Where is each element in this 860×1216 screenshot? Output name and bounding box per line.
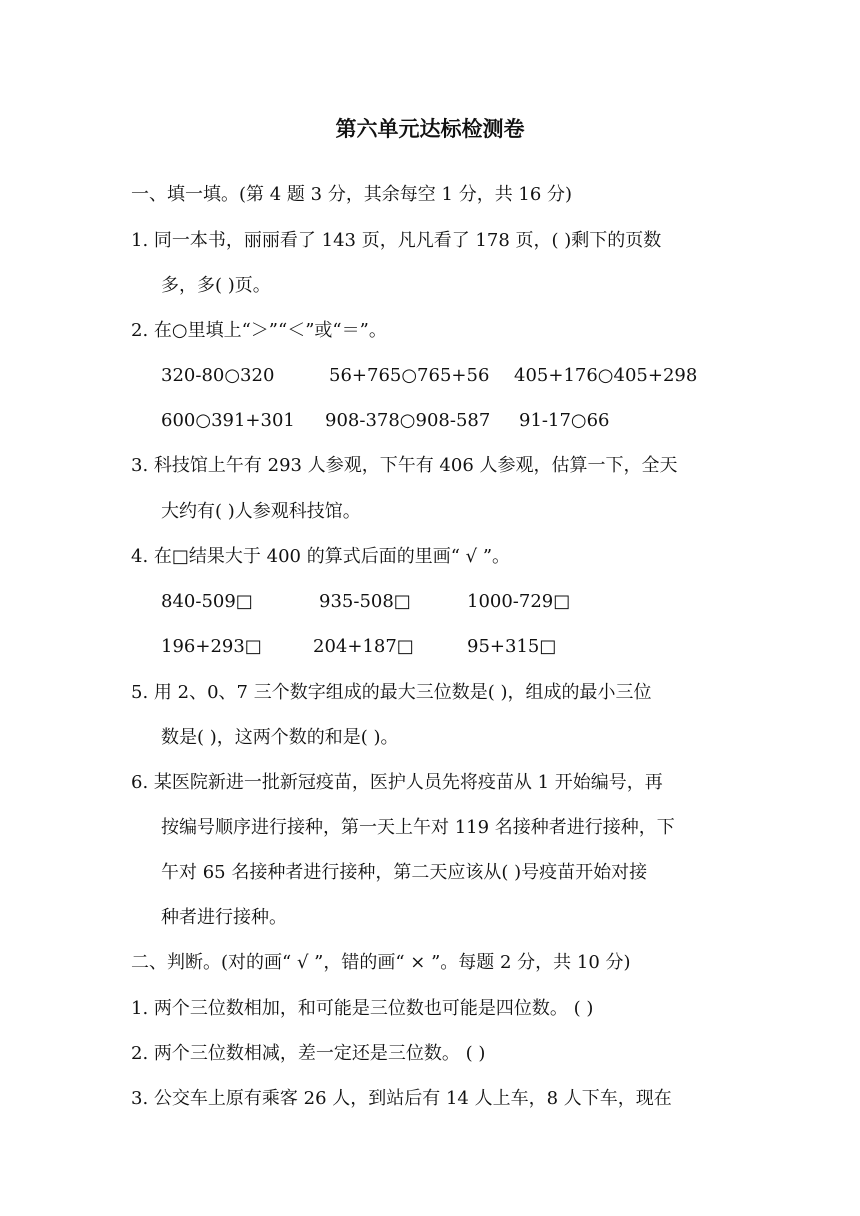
q2-line1: 2. 在○里填上“＞”“＜”或“＝”。 [131,320,387,341]
q6-line1: 6. 某医院新进一批新冠疫苗，医护人员先将疫苗从 1 开始编号，再 [131,772,663,793]
judge-q3: 3. 公交车上原有乘客 26 人，到站后有 14 人上车，8 人下车，现在 [131,1088,672,1109]
section1-heading: 一、填一填。(第 4 题 3 分，其余每空 1 分，共 16 分) [131,184,573,205]
q6-line4: 种者进行接种。 [161,907,287,928]
q1-line1: 1. 同一本书，丽丽看了 143 页，凡凡看了 178 页，( )剩下的页数 [131,230,662,251]
q4-expr: 204+187□ [313,636,414,657]
q3-line1: 3. 科技馆上午有 293 人参观，下午有 406 人参观，估算一下，全天 [131,455,678,476]
judge-q2: 2. 两个三位数相减，差一定还是三位数。 ( ) [131,1043,486,1064]
q2-expr: 56+765○765+56 [329,365,490,386]
page-title: 第六单元达标检测卷 [335,117,525,141]
q4-line1: 4. 在□结果大于 400 的算式后面的里画“ √ ”。 [131,546,511,567]
q4-expr: 1000-729□ [467,591,571,612]
q4-expr: 840-509□ [161,591,253,612]
q2-expr: 320-80○320 [161,365,275,386]
q3-line2: 大约有( )人参观科技馆。 [161,501,361,522]
section2-heading: 二、判断。(对的画“ √ ”，错的画“ × ”。每题 2 分，共 10 分) [131,952,631,973]
q2-expr: 600○391+301 [161,410,295,431]
q4-expr: 935-508□ [319,591,411,612]
q6-line3: 午对 65 名接种者进行接种，第二天应该从( )号疫苗开始对接 [161,862,648,883]
judge-q1: 1. 两个三位数相加，和可能是三位数也可能是四位数。 ( ) [131,998,594,1019]
q5-line1: 5. 用 2、0、7 三个数字组成的最大三位数是( )，组成的最小三位 [131,682,652,703]
q2-expr: 91-17○66 [519,410,610,431]
q4-expr: 196+293□ [161,636,262,657]
q2-expr: 405+176○405+298 [514,365,698,386]
q4-expr: 95+315□ [467,636,557,657]
q6-line2: 按编号顺序进行接种，第一天上午对 119 名接种者进行接种，下 [161,817,675,838]
q2-expr: 908-378○908-587 [325,410,491,431]
q5-line2: 数是( )，这两个数的和是( )。 [161,727,399,748]
q1-line2: 多，多( )页。 [161,275,271,296]
